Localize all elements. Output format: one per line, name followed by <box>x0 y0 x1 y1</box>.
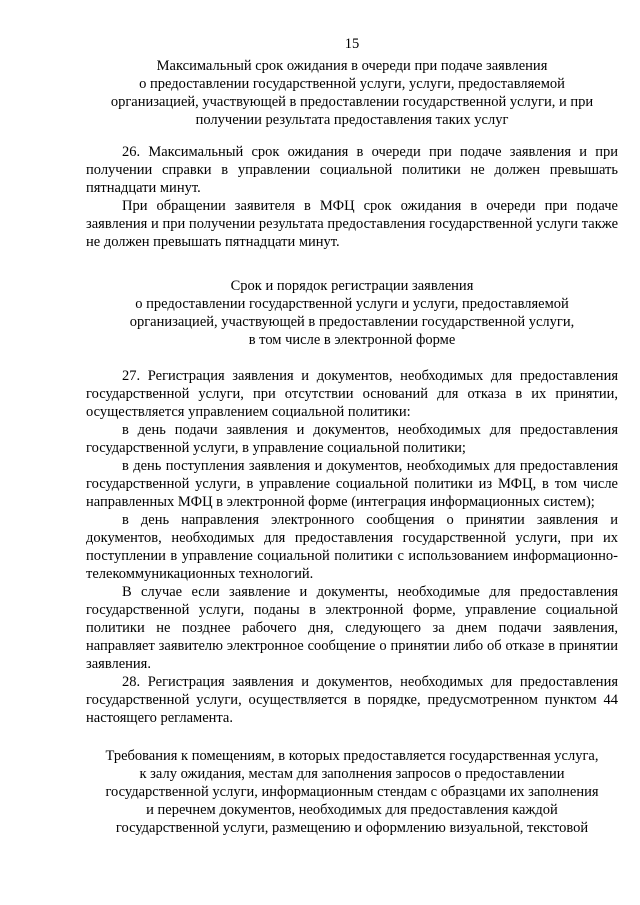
heading-line: организацией, участвующей в предоставлении государственной услуги, и при <box>110 94 594 110</box>
paragraph-electronic-form: В случае если заявление и документы, необходимые для предоставления государственной услуги, поданы в электронной форме, управление социальной политики не позднее рабочего дня, следующего за днем подачи заявления, направляет заявителю электронное сообщение о принятии либо об отказе в принятии заявления. <box>86 584 618 672</box>
paragraph-27: 27. Регистрация заявления и документов, необходимых для предоставления государственной услуги, при отсутствии оснований для отказа в их принятии, осуществляется управлением социальной политики: <box>86 368 618 420</box>
paragraph-26: 26. Максимальный срок ожидания в очереди при подаче заявления и при получении справки в управлении социальной политики не должен превышать пятнадцати минут. <box>86 144 618 196</box>
heading-line: и перечнем документов, необходимых для предоставления каждой <box>146 802 558 818</box>
heading-line: Срок и порядок регистрации заявления <box>230 278 474 294</box>
heading-line: Максимальный срок ожидания в очереди при подаче заявления <box>156 58 548 74</box>
heading-line: к залу ожидания, местам для заполнения запросов о предоставлении <box>139 766 565 782</box>
heading-line: получении результата предоставления таких услуг <box>195 112 509 128</box>
paragraph-28: 28. Регистрация заявления и документов, необходимых для предоставления государственной услуги, осуществляется в порядке, предусмотренном пунктом 44 настоящего регламента. <box>86 674 618 726</box>
section-heading-registration <box>86 277 618 349</box>
paragraph-list-item: в день поступления заявления и документов, необходимых для предоставления государственной услуги, в управление социальной политики из МФЦ, в том числе направленных МФЦ в электронной форме (интеграция информационных систем); <box>86 458 618 510</box>
paragraph-list-item: в день направления электронного сообщения о принятии заявления и документов, необходимых для предоставления государственной услуги, при их поступлении в управление социальной политики с использованием информационно-телекоммуникационных технологий. <box>86 512 618 582</box>
heading-line: Требования к помещениям, в которых предоставляется государственная услуга, <box>105 748 599 764</box>
heading-line: государственной услуги, информационным стендам с образцами их заполнения <box>105 784 599 800</box>
heading-line: в том числе в электронной форме <box>248 332 456 348</box>
section-heading-premises <box>86 747 618 837</box>
heading-line: государственной услуги, размещению и оформлению визуальной, текстовой <box>115 820 589 836</box>
page-number: 15 <box>344 36 360 52</box>
paragraph-mfc-waiting: При обращении заявителя в МФЦ срок ожидания в очереди при подаче заявления и при получении результата предоставления государственной услуги также не должен превышать пятнадцати минут. <box>86 198 618 250</box>
paragraph-list-item: в день подачи заявления и документов, необходимых для предоставления государственной услуги, в управление социальной политики; <box>86 422 618 456</box>
heading-line: организацией, участвующей в предоставлении государственной услуги, <box>129 314 575 330</box>
section-heading-waiting-time <box>86 57 618 129</box>
heading-line: о предоставлении государственной услуги, услуги, предоставляемой <box>139 76 565 92</box>
heading-line: о предоставлении государственной услуги и услуги, предоставляемой <box>135 296 569 312</box>
